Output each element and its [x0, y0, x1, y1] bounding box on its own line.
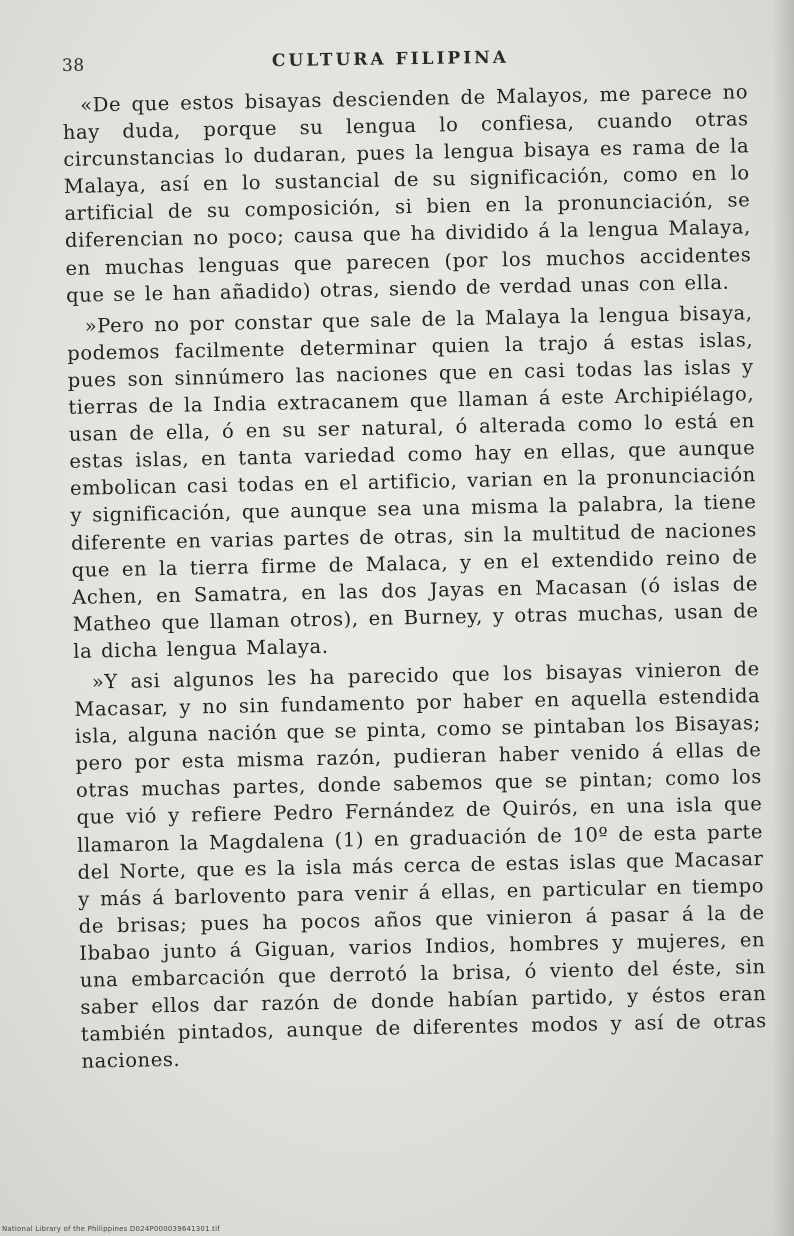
paragraph-1: «De que estos bisayas descienden de Malayos, me parece no hay duda, porque su lengua lo confiesa, cuando otras circunstancias lo dudaran, pues la lengua bisaya es rama de la Malaya, así en lo sustancial de su significación, como en lo artificial de su composición, si bien en la pronunciación, se diferencian no poco; causa que ha dividido á la lengua Malaya, en muchas lenguas que parecen (por los muchos accidentes que se le han añadido) otras, siendo de verdad unas con ella. [62, 80, 752, 307]
paragraph-2: »Pero no por constar que sale de la Malaya la lengua bisaya, podemos facilmente determinar quien la trajo á estas islas, pues son sinnúmero las naciones que en casi todas las islas y tierras de la India extracanem que llaman á este Archipiélago, usan de ella, ó en su ser natural, ó alterada como lo está en estas islas, en tanta variedad como hay en ellas, que aunque embolican casi todas en el artificio, varian en la pronunciación y significación, que aunque sea una misma la palabra, la tiene diferente en varias partes de otras, sin la multitud de naciones que en la tierra firme de Malaca, y en el extendido reino de Achen, en Samatra, en las dos Jayas en Macasan (ó islas de Matheo que llaman otros), en Burney, y otras muchas, usan de la dicha lengua Malaya. [67, 300, 759, 663]
running-title: CULTURA FILIPINA [271, 47, 510, 72]
page-header [62, 43, 742, 82]
page-number: 38 [61, 55, 85, 76]
body-text [62, 78, 768, 1079]
page-edge-shadow [772, 0, 794, 1236]
paragraph-3: »Y asi algunos les ha parecido que los bisayas vinieron de Macasar, y no sin fundamento por haber en aquella estendida isla, alguna nación que se pinta, como se pintaban los Bisayas; pero por esta misma razón, pudieran haber venido á ellas de otras muchas partes, donde sabemos que se pintan; como los que vió y refiere Pedro Fernández de Quirós, en una isla que llamaron la Magdalena (1) en graduación de 10º de esta parte del Norte, que es la isla más cerca de estas islas que Macasar y más á barlovento para venir á ellas, en particular en tiempo de brisas; pues ha pocos años que vinieron á pasar á la de Ibabao junto á Giguan, varios Indios, hombres y mujeres, en una embarcación que derrotó la brisa, ó viento del éste, sin saber ellos dar razón de donde habían partido, y éstos eran también pintados, aunque de diferentes modos y así de otras naciones. [74, 657, 768, 1074]
library-credit: National Library of the Philippines D024P000039641301.tif [2, 1225, 220, 1233]
